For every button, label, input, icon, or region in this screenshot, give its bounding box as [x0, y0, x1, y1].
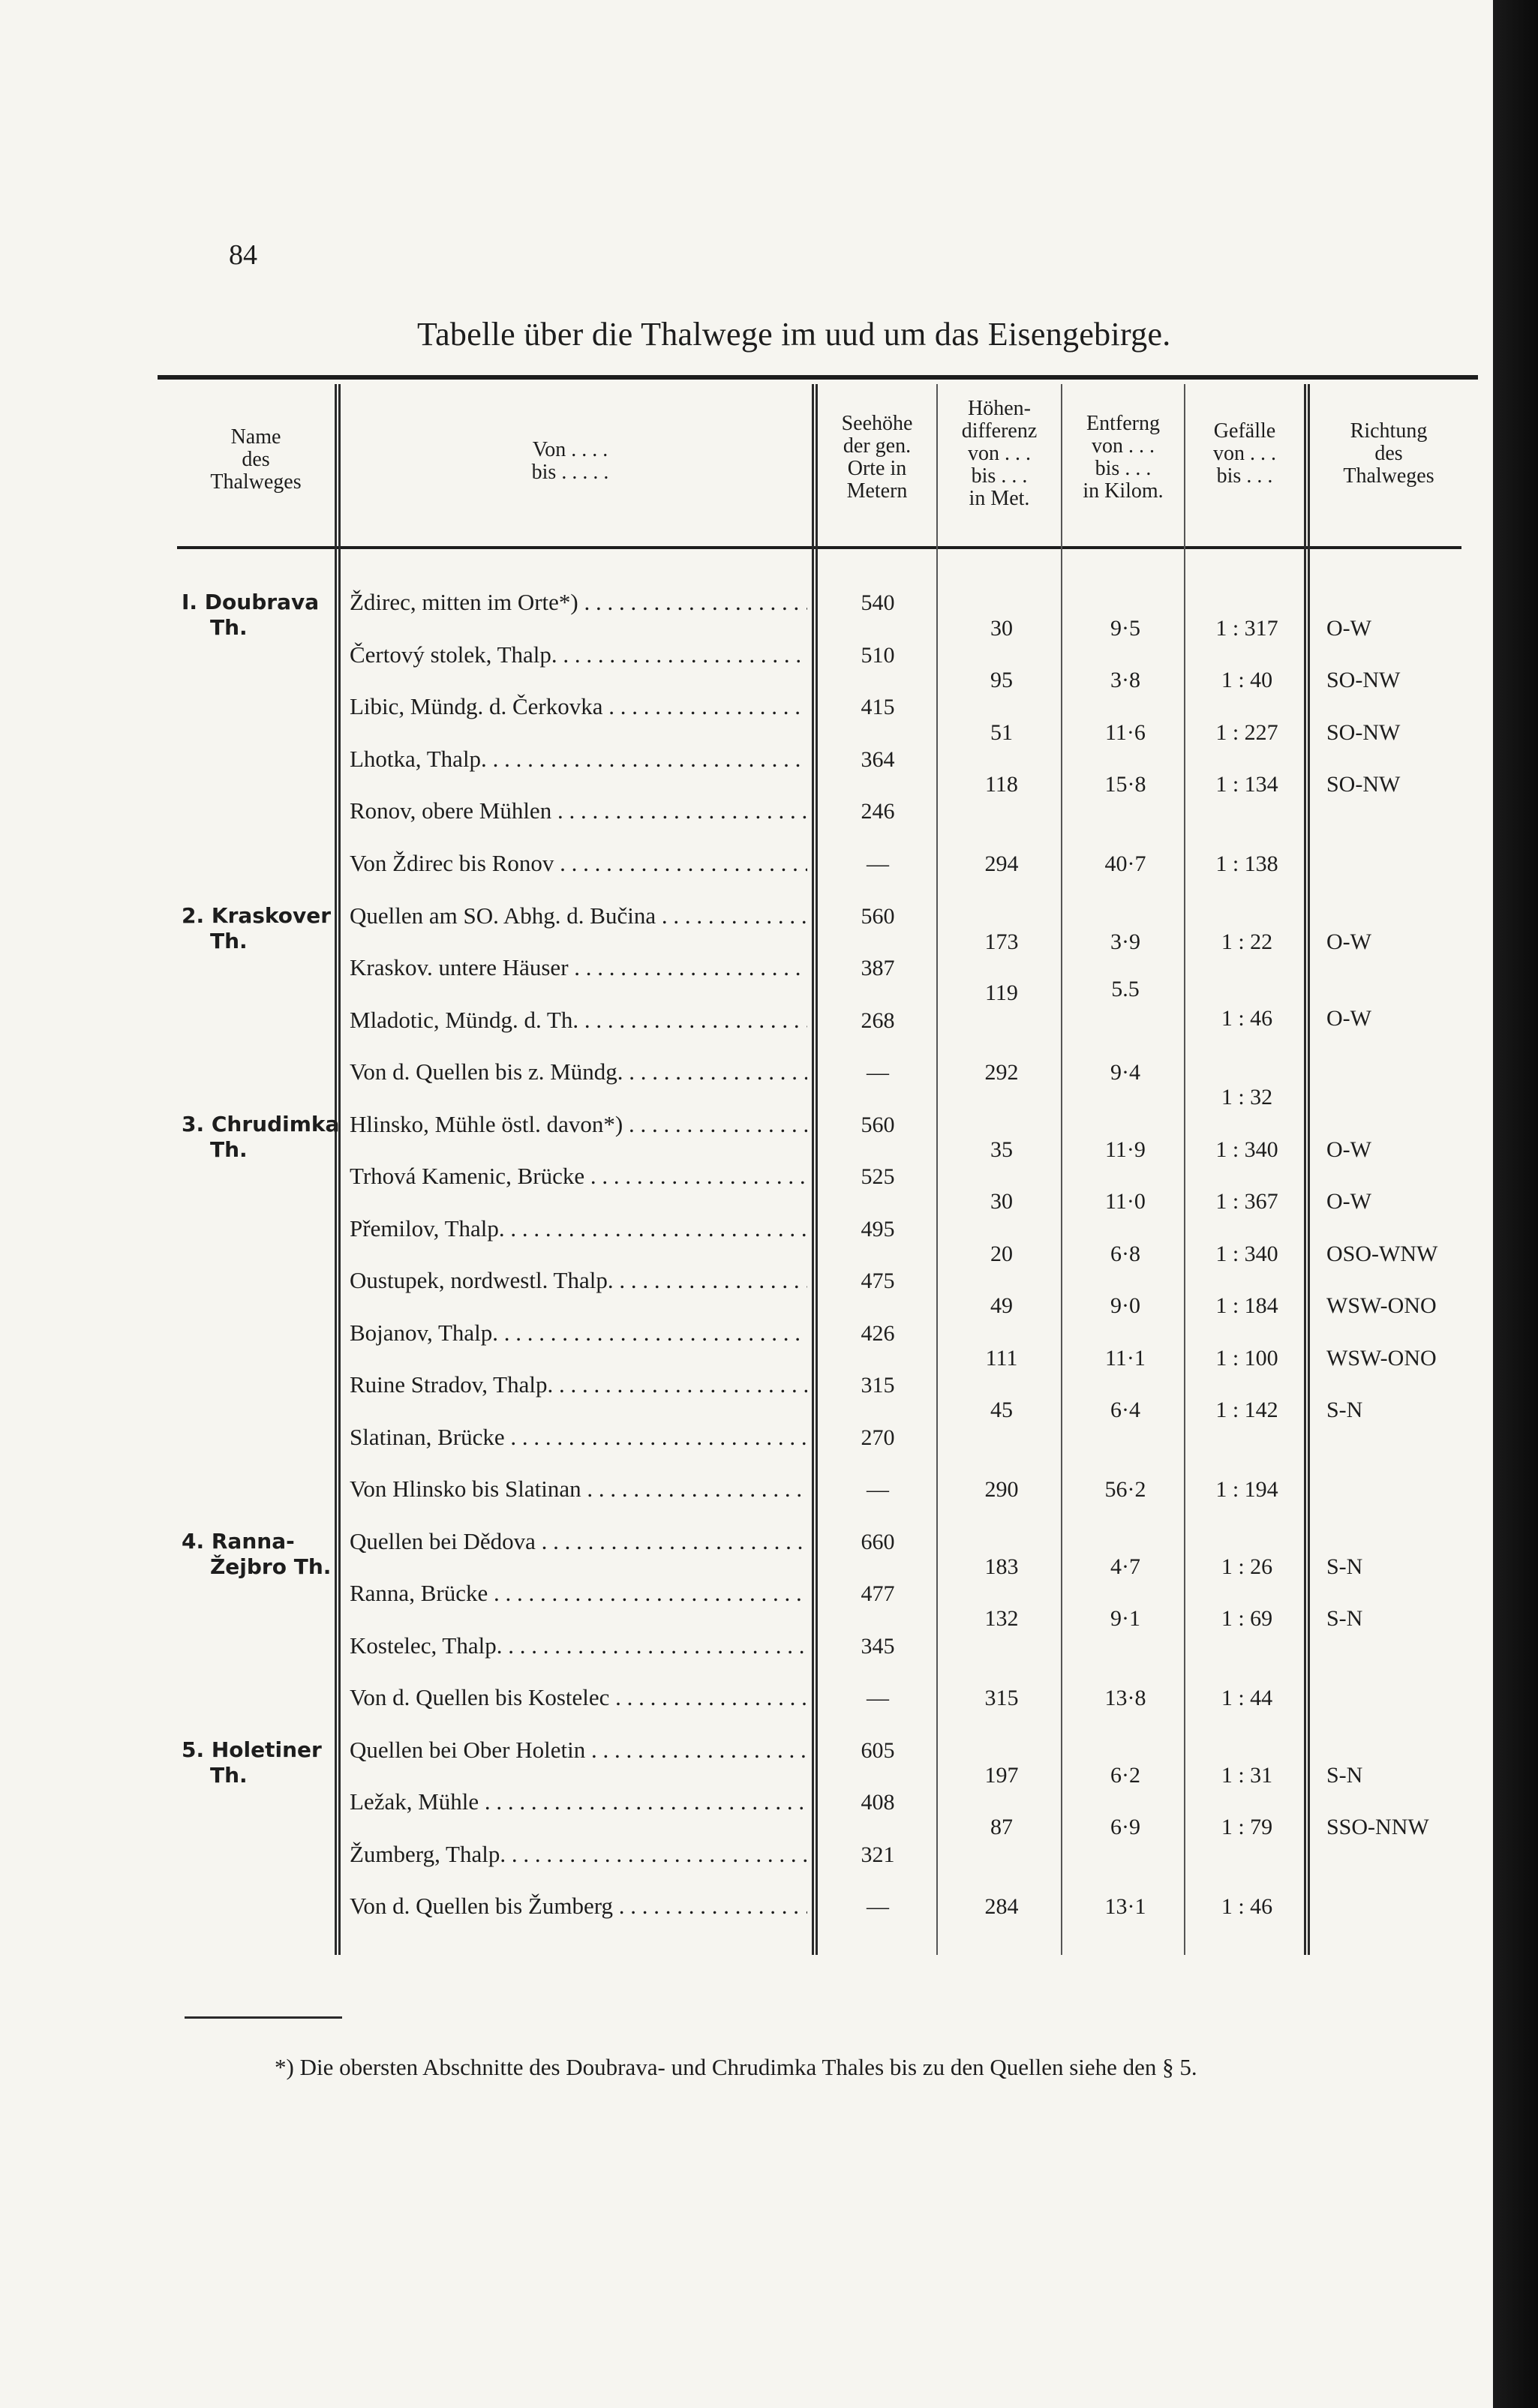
height-difference: 315 — [984, 1686, 1019, 1710]
gradient: 1 : 32 — [1221, 1085, 1273, 1109]
place-name: Přemilov, Thalp. . . . — [350, 1215, 807, 1242]
place-name: Mladotic, Mündg. d. Th. . . . — [350, 1007, 807, 1034]
distance: 3·8 — [1110, 668, 1140, 692]
place-name: Lhotka, Thalp. . . . — [350, 746, 807, 773]
place-name: Slatinan, Brücke . . . — [350, 1424, 807, 1451]
gradient: 1 : 194 — [1215, 1477, 1278, 1502]
height-difference: 45 — [990, 1398, 1013, 1422]
height-difference: 87 — [990, 1815, 1013, 1839]
valley-name: 4. Ranna- Žejbro Th. — [182, 1529, 332, 1579]
direction: WSW-ONO — [1326, 1346, 1437, 1371]
distance: 11·9 — [1105, 1137, 1146, 1162]
direction: SO-NW — [1326, 772, 1401, 797]
place-name: Ležak, Mühle . . . — [350, 1788, 807, 1815]
distance: 4·7 — [1110, 1554, 1140, 1579]
distance: 13·8 — [1104, 1686, 1146, 1710]
elevation-value: 268 — [861, 1008, 895, 1033]
height-difference: 35 — [990, 1137, 1013, 1162]
height-difference: 30 — [990, 616, 1013, 641]
direction: O-W — [1326, 1137, 1371, 1162]
place-name: Ruine Stradov, Thalp. . . . — [350, 1371, 807, 1398]
place-name: Čertový stolek, Thalp. . . . — [350, 641, 807, 668]
gradient: 1 : 340 — [1215, 1137, 1278, 1162]
place-name: Kostelec, Thalp. . . . — [350, 1632, 807, 1659]
gradient: 1 : 79 — [1221, 1815, 1273, 1839]
gradient: 1 : 138 — [1215, 851, 1278, 876]
distance: 9·4 — [1110, 1060, 1140, 1085]
elevation-value: 408 — [861, 1790, 895, 1815]
distance: 6·9 — [1110, 1815, 1140, 1839]
place-name: Quellen bei Dědova . . . — [350, 1528, 807, 1555]
elevation-value: 525 — [861, 1164, 895, 1189]
elevation-value: 321 — [861, 1842, 895, 1867]
elevation-value: 560 — [861, 1112, 895, 1137]
gradient: 1 : 134 — [1215, 772, 1278, 797]
elevation-value: 315 — [861, 1373, 895, 1398]
distance: 5.5 — [1111, 977, 1140, 1001]
gradient: 1 : 26 — [1221, 1554, 1273, 1579]
distance: 9·1 — [1110, 1606, 1140, 1631]
height-difference: 95 — [990, 668, 1013, 692]
elevation-value: 387 — [861, 956, 895, 980]
gradient: 1 : 69 — [1221, 1606, 1273, 1631]
height-difference: 292 — [984, 1060, 1019, 1085]
table-header-rule — [177, 546, 1461, 549]
height-difference: 111 — [985, 1346, 1018, 1371]
place-name: Libic, Mündg. d. Čerkovka . . . — [350, 693, 807, 720]
column-divider — [338, 384, 341, 1955]
direction: O-W — [1326, 929, 1371, 954]
place-name: Žumberg, Thalp. . . . — [350, 1841, 807, 1868]
valley-name: 5. Holetiner Th. — [182, 1737, 322, 1788]
elevation-value: — — [867, 1477, 889, 1502]
direction: WSW-ONO — [1326, 1293, 1437, 1318]
gradient: 1 : 44 — [1221, 1686, 1273, 1710]
place-name: Ronov, obere Mühlen . . . — [350, 797, 807, 824]
height-difference: 30 — [990, 1189, 1013, 1214]
distance: 3·9 — [1110, 929, 1140, 954]
header-from-to: Von . . . . bis . . . . . — [531, 438, 609, 484]
place-name: Ždirec, mitten im Orte*) . . . — [350, 589, 807, 616]
direction: O-W — [1326, 616, 1371, 641]
elevation-value: — — [867, 1060, 889, 1085]
header-height-difference: Höhen- differenz von . . . bis . . . in Met. — [961, 397, 1038, 510]
direction: O-W — [1326, 1189, 1371, 1214]
valley-name: I. Doubrava Th. — [182, 590, 320, 640]
gradient: 1 : 227 — [1215, 720, 1278, 745]
gradient: 1 : 340 — [1215, 1242, 1278, 1266]
distance: 11·6 — [1105, 720, 1146, 745]
column-divider — [1308, 384, 1310, 1955]
place-name: Quellen bei Ober Holetin . . . — [350, 1737, 807, 1764]
elevation-value: 426 — [861, 1321, 895, 1346]
footnote-rule — [185, 2016, 342, 2019]
height-difference: 118 — [985, 772, 1018, 797]
distance: 15·8 — [1104, 772, 1146, 797]
gradient: 1 : 184 — [1215, 1293, 1278, 1318]
height-difference: 294 — [984, 851, 1019, 876]
distance: 13·1 — [1104, 1894, 1146, 1919]
height-difference: 119 — [985, 980, 1018, 1005]
distance: 11·0 — [1105, 1189, 1146, 1214]
height-difference: 290 — [984, 1477, 1019, 1502]
elevation-value: 345 — [861, 1634, 895, 1659]
header-name: Name des Thalweges — [210, 425, 302, 494]
place-name: Oustupek, nordwestl. Thalp. . . . — [350, 1267, 807, 1294]
direction: O-W — [1326, 1006, 1371, 1031]
direction: SO-NW — [1326, 668, 1401, 692]
elevation-value: 246 — [861, 799, 895, 824]
gradient: 1 : 40 — [1221, 668, 1273, 692]
elevation-value: 605 — [861, 1738, 895, 1763]
footnote: *) Die obersten Abschnitte des Doubrava- und Chrudimka Thales bis zu den Quellen siehe den § 5. — [275, 2054, 1197, 2080]
place-name: Ranna, Brücke . . . — [350, 1580, 807, 1607]
distance: 40·7 — [1104, 851, 1146, 876]
height-difference: 183 — [984, 1554, 1019, 1579]
elevation-value: 540 — [861, 590, 895, 615]
place-name: Hlinsko, Mühle östl. davon*) . . . — [350, 1111, 807, 1138]
elevation-value: 495 — [861, 1217, 895, 1242]
elevation-value: 477 — [861, 1581, 895, 1606]
place-name: Kraskov. untere Häuser . . . — [350, 954, 807, 981]
page-title: Tabelle über die Thalwege im uud um das Eisengebirge. — [417, 316, 1171, 353]
gradient: 1 : 367 — [1215, 1189, 1278, 1214]
gradient: 1 : 46 — [1221, 1894, 1273, 1919]
distance: 11·1 — [1105, 1346, 1146, 1371]
place-name: Quellen am SO. Abhg. d. Bučina . . . — [350, 902, 807, 929]
direction: SO-NW — [1326, 720, 1401, 745]
gradient: 1 : 22 — [1221, 929, 1273, 954]
column-divider — [812, 384, 814, 1955]
place-name: Trhová Kamenic, Brücke . . . — [350, 1163, 807, 1190]
elevation-value: 270 — [861, 1425, 895, 1450]
direction: S-N — [1326, 1398, 1363, 1422]
elevation-value: — — [867, 1894, 889, 1919]
elevation-value: 415 — [861, 695, 895, 719]
elevation-value: 475 — [861, 1269, 895, 1293]
header-direction: Richtung des Thalweges — [1343, 419, 1434, 488]
direction: S-N — [1326, 1763, 1363, 1788]
place-name: Von d. Quellen bis Kostelec . . . — [350, 1684, 807, 1711]
gradient: 1 : 142 — [1215, 1398, 1278, 1422]
distance: 56·2 — [1104, 1477, 1146, 1502]
page-number: 84 — [229, 239, 257, 271]
elevation-value: 560 — [861, 904, 895, 929]
place-name: Von d. Quellen bis Žumberg . . . — [350, 1893, 807, 1920]
distance: 6·8 — [1110, 1242, 1140, 1266]
elevation-value: 660 — [861, 1530, 895, 1554]
table-top-rule — [158, 375, 1478, 380]
book-spine — [1493, 0, 1538, 2408]
column-divider — [335, 384, 337, 1955]
height-difference: 20 — [990, 1242, 1013, 1266]
elevation-value: — — [867, 1686, 889, 1710]
height-difference: 132 — [984, 1606, 1019, 1631]
elevation-value: — — [867, 851, 889, 876]
height-difference: 197 — [984, 1763, 1019, 1788]
valley-name: 2. Kraskover Th. — [182, 903, 332, 953]
column-divider — [816, 384, 818, 1955]
distance: 6·4 — [1110, 1398, 1140, 1422]
gradient: 1 : 317 — [1215, 616, 1278, 641]
height-difference: 173 — [984, 929, 1019, 954]
valley-name: 3. Chrudimka Th. — [182, 1112, 340, 1162]
elevation-value: 364 — [861, 747, 895, 772]
elevation-value: 510 — [861, 643, 895, 668]
distance: 9·0 — [1110, 1293, 1140, 1318]
height-difference: 284 — [984, 1894, 1019, 1919]
place-name: Von d. Quellen bis z. Mündg. . . . — [350, 1058, 807, 1085]
direction: S-N — [1326, 1554, 1363, 1579]
distance: 6·2 — [1110, 1763, 1140, 1788]
direction: OSO-WNW — [1326, 1242, 1438, 1266]
place-name: Von Ždirec bis Ronov . . . — [350, 850, 807, 877]
place-name: Bojanov, Thalp. . . . — [350, 1320, 807, 1347]
gradient: 1 : 100 — [1215, 1346, 1278, 1371]
gradient: 1 : 31 — [1221, 1763, 1273, 1788]
height-difference: 49 — [990, 1293, 1013, 1318]
header-elevation: Seehöhe der gen. Orte in Metern — [841, 412, 913, 503]
direction: SSO-NNW — [1326, 1815, 1429, 1839]
place-name: Von Hlinsko bis Slatinan . . . — [350, 1476, 807, 1503]
gradient: 1 : 46 — [1221, 1006, 1273, 1031]
height-difference: 51 — [990, 720, 1013, 745]
distance: 9·5 — [1110, 616, 1140, 641]
header-gradient: Gefälle von . . . bis . . . — [1213, 419, 1276, 488]
direction: S-N — [1326, 1606, 1363, 1631]
header-distance: Entferng von . . . bis . . . in Kilom. — [1083, 412, 1164, 503]
